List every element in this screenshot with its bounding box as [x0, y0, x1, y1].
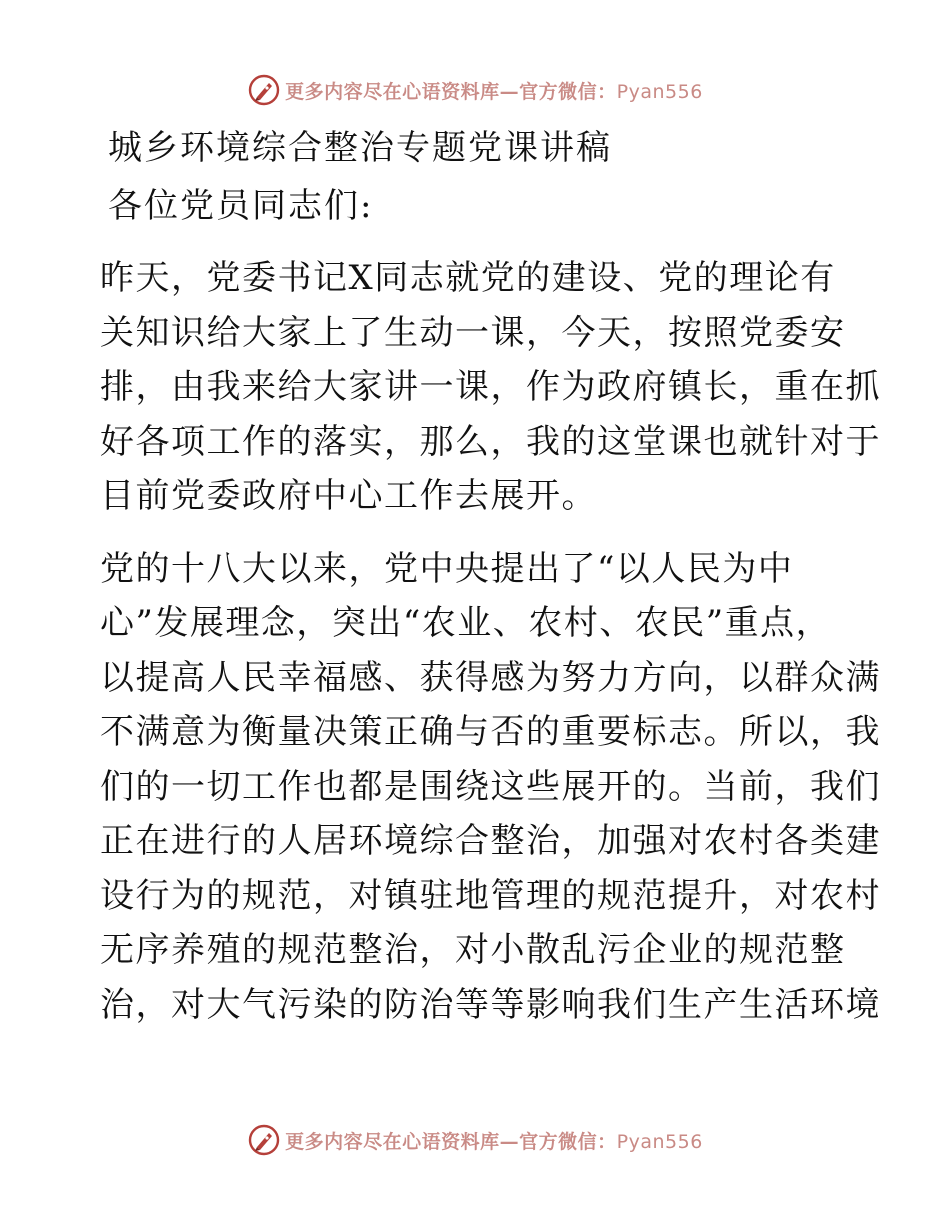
pen-nib-logo-icon	[247, 1123, 281, 1157]
header-banner	[0, 70, 950, 110]
header-wechat-id: Pyan556	[616, 80, 703, 103]
footer-wechat-id: Pyan556	[616, 1130, 703, 1153]
text-line: 以提高人民幸福感、获得感为努力方向，以群众满	[100, 657, 881, 698]
text-line: 无序养殖的规范整治，对小散乱污企业的规范整	[100, 930, 846, 970]
text-line: 好各项工作的落实，那么，我的这堂课也就针对于	[100, 421, 881, 462]
pen-nib-logo-icon	[247, 73, 281, 107]
text-line: 党的十八大以来，党中央提出了“以人民为中	[100, 548, 794, 589]
text-line: 不满意为衡量决策正确与否的重要标志。所以，我	[100, 712, 881, 752]
text-line: 设行为的规范，对镇驻地管理的规范提升，对农村	[100, 875, 881, 916]
document-body	[100, 123, 881, 1050]
document-title: 城乡环境综合整治专题党课讲稿	[108, 128, 612, 168]
text-line: 们的一切工作也都是围绕这些展开的。当前，我们	[100, 766, 881, 807]
text-line: 治，对大气污染的防治等等影响我们生产生活环境	[100, 984, 881, 1025]
text-line: 关知识给大家上了生动一课，今天，按照党委安	[100, 312, 846, 353]
greeting: 各位党员同志们:	[108, 186, 374, 226]
footer-banner-text: 更多内容尽在心语资料库—官方微信：Pyan556	[285, 1130, 703, 1153]
text-line: 心”发展理念，突出“农业、农村、农民”重点，	[100, 603, 832, 643]
text-line: 目前党委政府中心工作去展开。	[100, 476, 597, 516]
text-line: 排，由我来给大家讲一课，作为政府镇长，重在抓	[100, 367, 881, 407]
footer-banner	[0, 1120, 950, 1160]
paragraph-1	[100, 251, 881, 524]
text-line: 昨天，党委书记X同志就党的建设、党的理论有	[100, 258, 836, 298]
header-banner-text: 更多内容尽在心语资料库—官方微信：Pyan556	[285, 80, 703, 103]
text-line: 正在进行的人居环境综合整治，加强对农村各类建	[100, 821, 881, 861]
paragraph-2	[100, 542, 881, 1033]
